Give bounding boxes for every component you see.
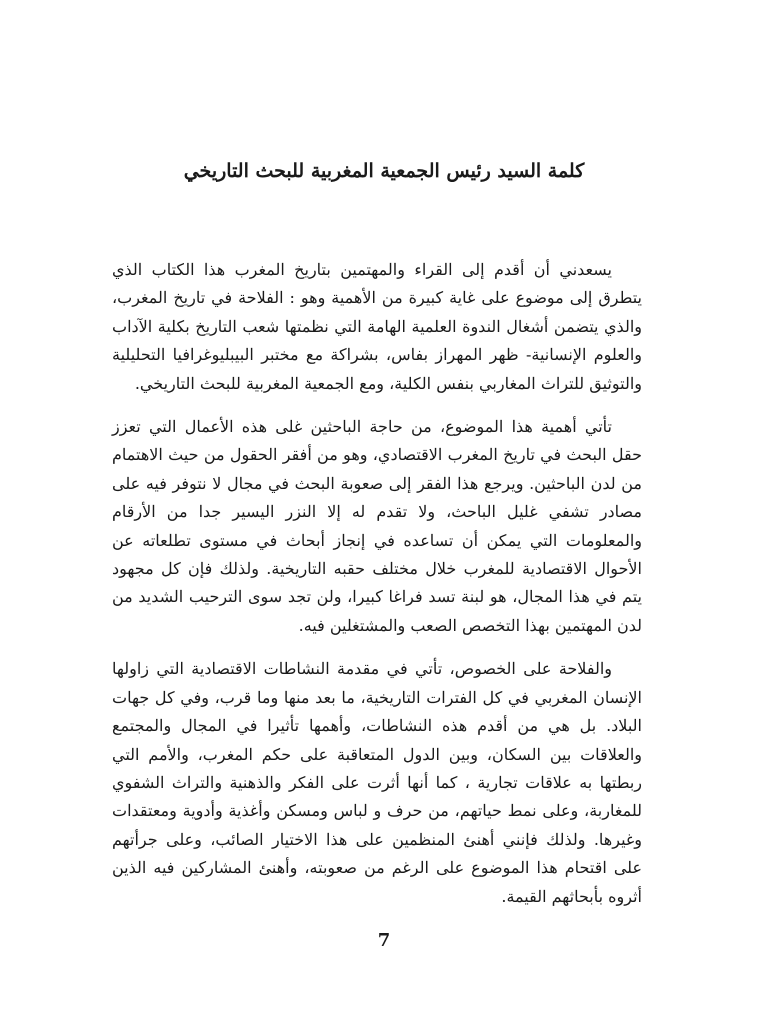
page-title: كلمة السيد رئيس الجمعية المغربية للبحث التاريخي [183, 160, 585, 182]
body-text [112, 256, 642, 926]
paragraph-2: تأتي أهمية هذا الموضوع، من حاجة الباحثين غلى هذه الأعمال التي تعزز حقل البحث في تاريخ المغرب الاقتصادي، وهو من أفقر الحقول من حيث الاهتمام من لدن الباحثين. ويرجع هذا الفقر إلى صعوبة البحث في مجال لا نتوفر فيه على مصادر تشفي غليل الباحث، ولا تقدم له إلا النزر اليسير جدا من الأرقام والمعلومات التي يمكن أن تساعده في إنجاز أبحاث في مستوى تطلعاته عن الأحوال الاقتصادية للمغرب خلال مختلف حقبه التاريخية. ولذلك فإن كل مجهود يتم في هذا المجال، هو لبنة تسد فراغا كبيرا، ولن تجد سوى الترحيب الشديد من لدن المهتمين بهذا التخصص الصعب والمشتغلين فيه. [112, 417, 642, 635]
paragraph-3: والفلاحة على الخصوص، تأتي في مقدمة النشاطات الاقتصادية التي زاولها الإنسان المغربي في كل الفترات التاريخية، ما بعد منها وما قرب، وفي كل جهات البلاد. بل هي من أقدم هذه النشاطات، وأهمها تأثيرا في المجال والمجتمع والعلاقات بين السكان، وبين الدول المتعاقبة على حكم المغرب، والأمم التي ربطتها به علاقات تجارية ، كما أنها أثرت على الفكر والذهنية والتراث الشفوي للمغاربة، وعلى نمط حياتهم، من حرف و لباس ومسكن وأغذية وأدوية ومعتقدات وغيرها. ولذلك فإنني أهنئ المنظمين على هذا الاختيار الصائب، وعلى جرأتهم على اقتحام هذا الموضوع على الرغم من صعوبته، وأهنئ المشاركين فيه الذين أثروه بأبحاثهم القيمة. [112, 659, 643, 906]
page-number: 7 [377, 930, 391, 951]
paragraph-1: يسعدني أن أقدم إلى القراء والمهتمين بتاريخ المغرب هذا الكتاب الذي يتطرق إلى موضوع على غاية كبيرة من الأهمية وهو : الفلاحة في تاريخ المغرب، والذي يتضمن أشغال الندوة العلمية الهامة التي نظمتها شعب التاريخ بكلية الآداب والعلوم الإنسانية- ظهر المهراز بفاس، بشراكة مع مختبر البيبليوغرافيا التحليلية والتوثيق للتراث المغاربي بنفس الكلية، ومع الجمعية المغربية للبحث التاريخي. [112, 260, 642, 393]
